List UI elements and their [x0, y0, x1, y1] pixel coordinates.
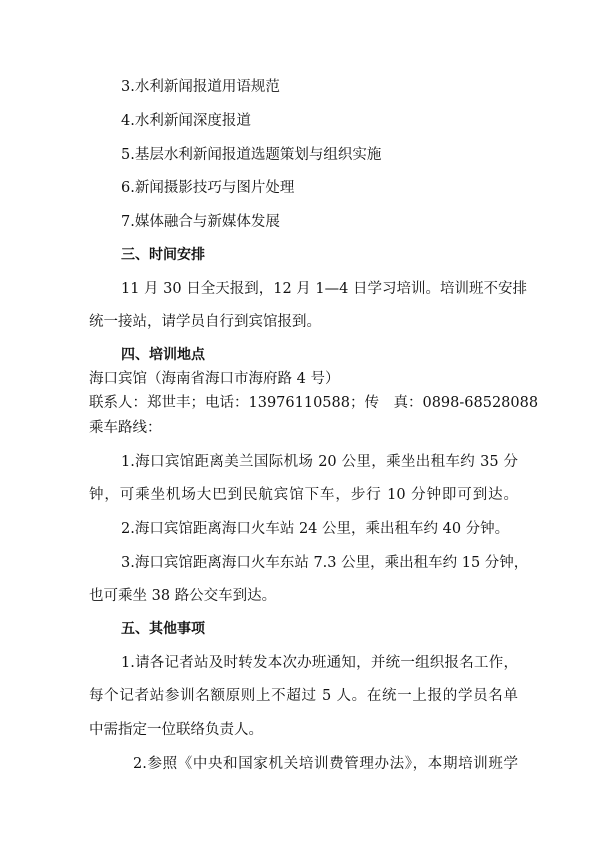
- other-item-line: 1.请各记者站及时转发本次办班通知，并统一组织报名工作，: [121, 655, 518, 671]
- venue-address: 海口宾馆（海南省海口市海府路 4 号）: [89, 371, 340, 387]
- other-item-line: 中需指定一位联络负责人。: [89, 722, 263, 738]
- list-item: 6.新闻摄影技巧与图片处理: [121, 180, 295, 196]
- other-item-line: 每个记者站参训名额原则上不超过 5 人。在统一上报的学员名单: [89, 688, 518, 704]
- list-item: 5.基层水利新闻报道选题策划与组织实施: [121, 147, 382, 163]
- other-item-line: 2.参照《中央和国家机关培训费管理办法》，本期培训班学: [133, 756, 518, 772]
- section-heading-schedule: 三、时间安排: [121, 247, 205, 263]
- route-item-line: 1.海口宾馆距离美兰国际机场 20 公里，乘坐出租车约 35 分: [121, 454, 518, 470]
- contact-info: 联系人：郑世丰；电话：13976110588；传 真：0898-68528088: [89, 395, 539, 411]
- route-item-line: 钟，可乘坐机场大巴到民航宾馆下车，步行 10 分钟即可到达。: [89, 487, 518, 503]
- schedule-paragraph-line: 11 月 30 日全天报到，12 月 1—4 日学习培训。培训班不安排: [121, 281, 527, 297]
- section-heading-location: 四、培训地点: [121, 347, 205, 363]
- list-item: 3.水利新闻报道用语规范: [121, 79, 280, 95]
- list-item: 7.媒体融合与新媒体发展: [121, 214, 280, 230]
- section-heading-other: 五、其他事项: [121, 621, 205, 637]
- list-item: 4.水利新闻深度报道: [121, 113, 251, 129]
- route-label: 乘车路线：: [89, 420, 162, 436]
- schedule-paragraph-line: 统一接站，请学员自行到宾馆报到。: [89, 314, 321, 330]
- route-item-line: 也可乘坐 38 路公交车到达。: [89, 588, 277, 604]
- route-item-line: 3.海口宾馆距离海口火车东站 7.3 公里，乘出租车约 15 分钟，: [121, 555, 529, 571]
- route-item-line: 2.海口宾馆距离海口火车站 24 公里，乘出租车约 40 分钟。: [121, 521, 510, 537]
